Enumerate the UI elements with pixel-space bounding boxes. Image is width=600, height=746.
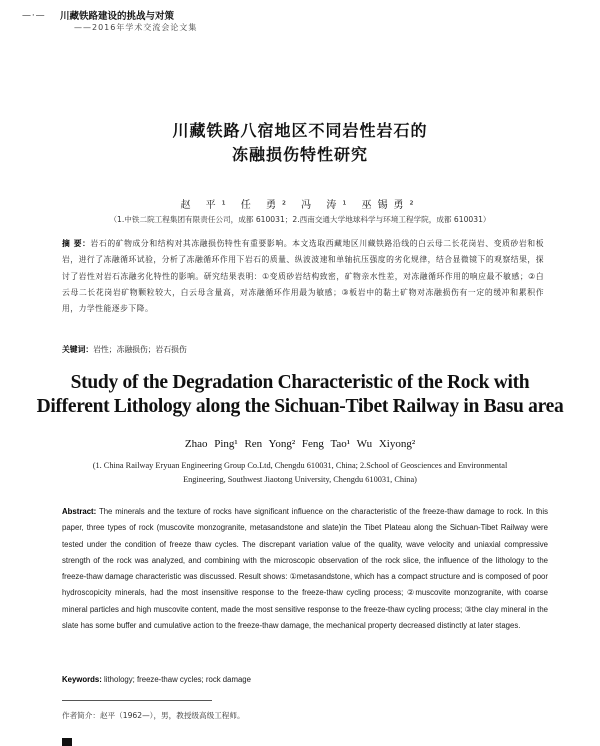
en-authors: Zhao Ping¹ Ren Yong² Feng Tao¹ Wu Xiyong² (184, 438, 416, 450)
en-affiliation-line1: (1. China Railway Eryuan Engineering Group Co.Ltd, Chengdu 610031, China; 2.School of Geosciences and Environmental (92, 461, 508, 470)
zh-title-line1: 川藏铁路八宿地区不同岩性岩石的 (172, 121, 428, 140)
header-subtitle: ——2016年学术交流会论文集 (74, 23, 198, 32)
en-keywords-text: lithology; freeze-thaw cycles; rock damage (104, 675, 251, 684)
en-keywords (62, 675, 548, 684)
footnote-divider (62, 700, 212, 701)
zh-title-line2: 冻融损伤特性研究 (231, 145, 368, 164)
header-dots: — · — (22, 11, 44, 21)
en-affiliation-line2: Engineering, Southwest Jiaotong University, Chengdu 610031, China) (183, 475, 417, 484)
zh-authors: 赵 平¹ 任 勇² 冯 涛¹ 巫锡勇² (180, 200, 420, 211)
header-series-title: 川藏铁路建设的挑战与对策 (60, 11, 175, 22)
en-abstract-text: The minerals and the texture of rocks have significant influence on the characteristic of the freeze-thaw damage to rock. In this paper, three types of rock (muscovite monzogranite, metasandstone and slate)in the Tibet Plateau along the Sichuan-Tibet Railway were tested under the condition of freeze thaw cycles. The discrepant variation value of the quality, wave velocity and uniaxial compressive strength of the rock was analyzed, and combining with the microscopic observation of the rock slice, the influence of the lithology to the freeze-thaw damage characteristic was discussed. Result shows: ①metasandstone, which has a compact structure and is composed of poor hydroscopicity minerals, had the most insensitive response to the freeze-thaw cycling process; ②muscovite monzogranite, with coarse mineral particles and high muscovite content, made the most sensitive response to the freeze-thaw cycling process; ③the clay mineral in the slate has some buffer and cumulative action to the freeze-thaw damage, the mechanical property decreased distinctly at later stages. (62, 507, 548, 631)
page-number-marker (62, 738, 72, 746)
zh-abstract (62, 236, 544, 317)
en-title-line2: Different Lithology along the Sichuan-Tibet Railway in Basu area (36, 396, 564, 417)
zh-abstract-label: 摘 要： (62, 239, 91, 248)
zh-keywords-label: 关键词： (62, 345, 94, 354)
zh-affiliation: （1.中铁二院工程集团有限责任公司，成都 610031；2.西南交通大学地球科学与环境工程学院，成都 610031） (109, 215, 491, 224)
en-keywords-label: Keywords: (62, 675, 102, 684)
en-abstract (62, 504, 548, 634)
zh-keywords-text: 岩性；冻融损伤；岩石损伤 (93, 345, 187, 354)
author-footnote: 作者简介：赵平（1962—），男，教授级高级工程师。 (62, 711, 245, 720)
zh-keywords (62, 344, 544, 355)
zh-abstract-text: 岩石的矿物成分和结构对其冻融损伤特性有重要影响。本文选取西藏地区川藏铁路沿线的白云母二长花岗岩、变质砂岩和板岩，进行了冻融循环试验，分析了冻融循环作用下岩石的质量、纵波波速和单轴抗压强度的劣化规律，结合显微镜下的观察结果，探讨了岩性对岩石冻融劣化特性的影响。研究结果表明：①变质砂岩结构致密，矿物亲水性差，对冻融循环作用的响应最不敏感；②白云母二长花岗岩矿物颗粒较大，白云母含量高，对冻融循环作用最为敏感；③板岩中的黏土矿物对冻融损伤有一定的缓冲和累积作用，力学性能逐步下降。 (62, 239, 545, 314)
en-title-line1: Study of the Degradation Characteristic of the Rock with (70, 372, 530, 393)
en-abstract-label: Abstract: (62, 507, 97, 516)
